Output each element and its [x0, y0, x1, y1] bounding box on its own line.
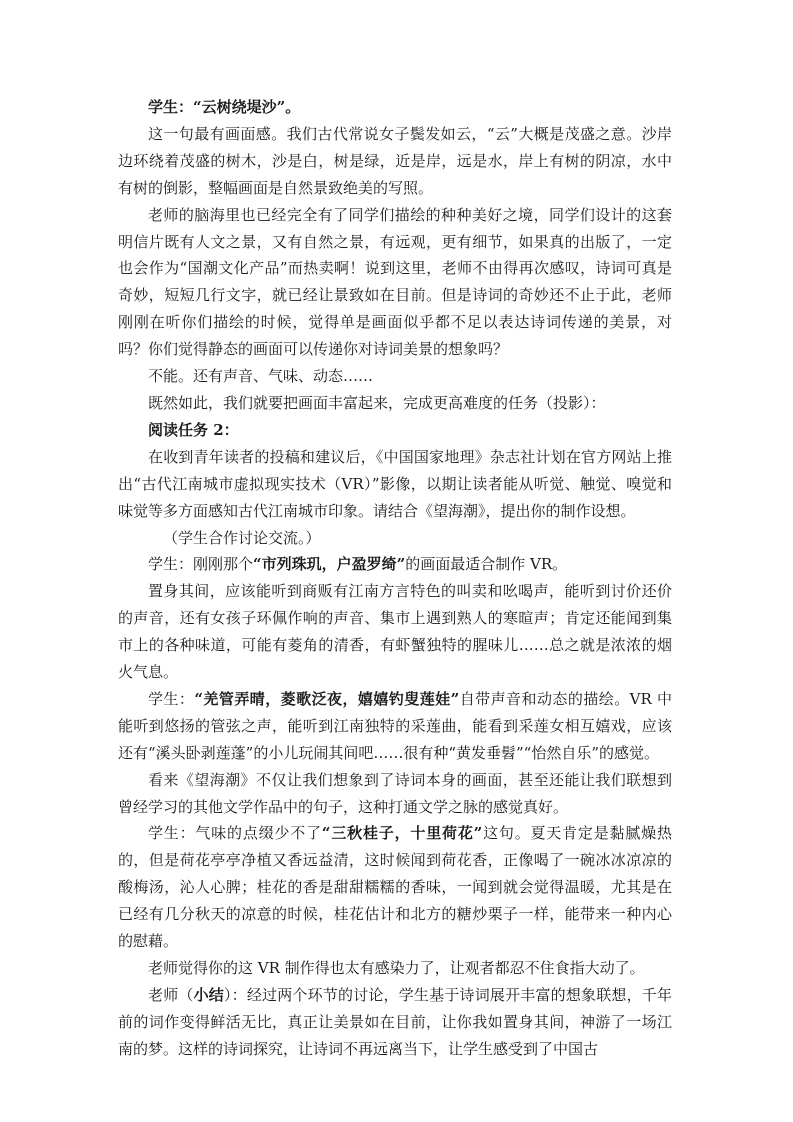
quote-highlight: “三秋桂子，十里荷花”: [321, 824, 483, 843]
paragraph-stage-direction: （学生合作讨论交流。）: [163, 528, 321, 547]
paragraph-teacher-summary: [118, 982, 672, 1063]
paragraph-student-quote: [118, 94, 672, 121]
paragraph-teacher-comment: 老师的脑海里也已经完全有了同学们描绘的种种美好之境，同学们设计的这套明信片既有人文之景，又有自然之景，有远观，更有细节，如果真的出版了，一定也会作为“国潮文化产品”而热卖啊！说到这里，老师不由得再次感叹，诗词可真是奇妙，短短几行文字，就已经让景致如在目前。但是诗词的奇妙还不止于此，老师刚刚在听你们描绘的时候，觉得单是画面似乎都不足以表达诗词传递的美景，对吗？你们觉得静态的画面可以传递你对诗词美景的想象吗？: [118, 205, 672, 359]
task-heading-text: 阅读任务 2：: [148, 420, 239, 439]
document-body: [118, 94, 672, 1063]
student-suffix: 这句。夏天肯定是黏腻燥热的，但是荷花亭亭净植又香远益清，这时候闻到荷花香，正像喝了一碗冰冰凉凉的酸梅汤，沁人心脾；桂花的香是甜甜糯糯的香味，一闻到就会觉得温暖，尤其是在已经有几分秋天的凉意的时候，桂花估计和北方的糖炒栗子一样，能带来一种内心的慰藉。: [118, 824, 672, 951]
student-prefix: 学生：刚刚那个: [148, 555, 254, 574]
quote-line: “云树绕堤沙”。: [193, 98, 301, 116]
quote-highlight: “羌管弄晴，菱歌泛夜，嬉嬉钓叟莲娃”: [194, 689, 460, 708]
student-label: 学生：: [148, 98, 194, 116]
paragraph-market-scene: 置身其间，应该能听到商贩有江南方言特色的叫卖和吆喝声，能听到讨价还价的声音，还有女孩子环佩作响的声音、集市上遇到熟人的寒暄声；肯定还能闻到集市上的各种味道，可能有菱角的清香，有虾蟹独特的腥味儿……总之就是浓浓的烟火气息。: [118, 582, 672, 682]
student-suffix: 自带声音和动态的描绘。VR 中能听到悠扬的管弦之声，能听到江南独特的采莲曲，能看到采莲女相互嬉戏，应该还有“溪头卧剥莲蓬”的小儿玩闹其间吧……很有种“黄发垂髫”“怡然自乐”的感觉。: [118, 689, 672, 762]
student-prefix: 学生：: [148, 689, 195, 708]
paragraph-analysis: 这一句最有画面感。我们古代常说女子鬓发如云，“云”大概是茂盛之意。沙岸边环绕着茂盛的树木，沙是白，树是绿，近是岸，远是水，岸上有树的阴凉，水中有树的倒影，整幅画面是自然景致绝美的写照。: [118, 124, 672, 197]
paragraph-transition: 既然如此，我们就要把画面丰富起来，完成更高难度的任务（投影）：: [148, 393, 606, 412]
paragraph-teacher-praise: 老师觉得你的这 VR 制作得也太有感染力了，让观者都忍不住食指大动了。: [148, 959, 645, 977]
paragraph-student-vr-idea: [118, 551, 672, 578]
student-suffix: 的画面最适合制作 VR。: [405, 555, 568, 574]
quote-highlight: “市列珠玑，户盈罗绮”: [253, 555, 406, 574]
paragraph-student-scent: [118, 820, 672, 955]
summary-label: 小结: [193, 985, 224, 1004]
teacher-summary-text: ）：经过两个环节的讨论，学生基于诗词展开丰富的想象联想，千年前的词作变得鲜活无比，真正让美景如在目前，让你我如置身其间，神游了一场江南的梦。这样的诗词探究，让诗词不再远离当下，让学生感受到了中国古: [118, 985, 672, 1058]
teacher-prefix: 老师（: [148, 985, 194, 1004]
paragraph-student-music: [118, 686, 672, 767]
paragraph-teacher-reflection: 看来《望海潮》不仅让我们想象到了诗词本身的画面，甚至还能让我们联想到曾经学习的其他文学作品中的句子，这种打通文学之脉的感觉真好。: [118, 770, 672, 816]
student-prefix: 学生：气味的点缀少不了: [148, 824, 322, 843]
task-heading: [118, 417, 672, 444]
paragraph-task-description: 在收到青年读者的投稿和建议后，《中国国家地理》杂志社计划在官方网站上推出“古代江南城市虚拟现实技术（VR）”影像，以期让读者能从听觉、触觉、嗅觉和味觉等多方面感知古代江南城市印象。请结合《望海潮》，提出你的制作设想。: [118, 447, 672, 520]
paragraph-student-answer: 不能。还有声音、气味、动态……: [148, 367, 374, 386]
